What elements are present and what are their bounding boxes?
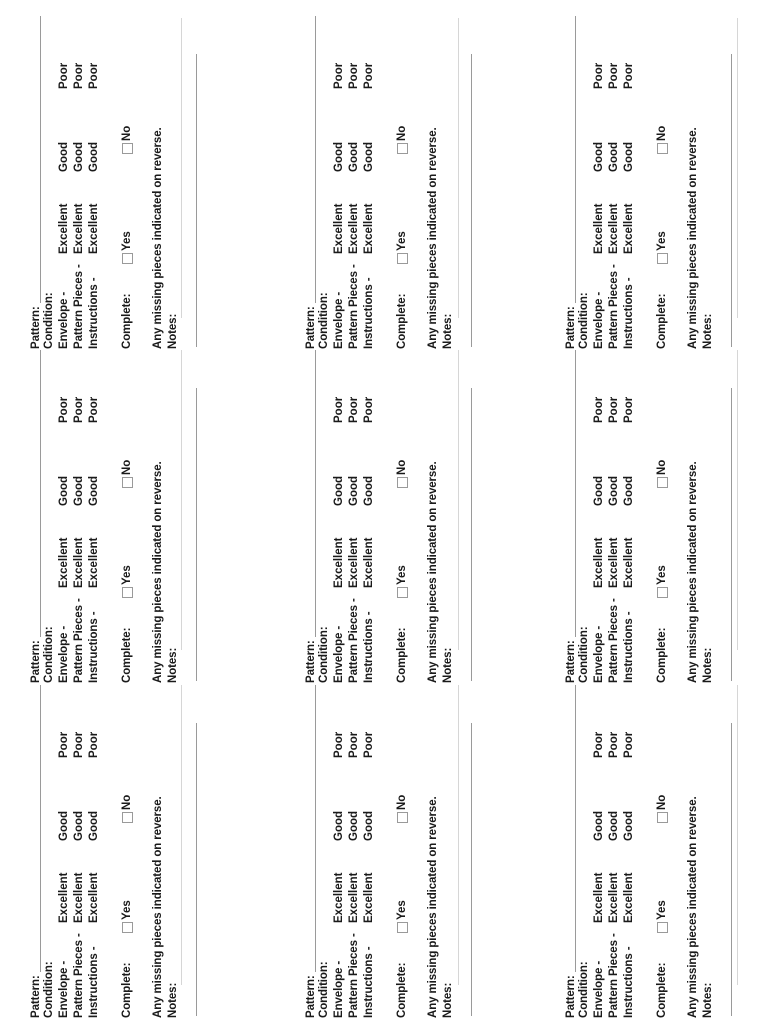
instructions-label: Instructions - [88,946,100,1018]
pattern-label: Pattern: [305,640,317,683]
complete-no-checkbox[interactable] [657,477,668,488]
pattern-pieces-poor: Poor [608,731,620,758]
envelope-poor: Poor [58,62,70,89]
pattern-pieces-excellent: Excellent [73,872,85,923]
instructions-good: Good [623,810,635,841]
instructions-good: Good [623,141,635,172]
complete-no-checkbox[interactable] [397,812,408,823]
instructions-poor: Poor [88,731,100,758]
pattern-pieces-excellent: Excellent [348,872,360,923]
envelope-label: Envelope - [58,625,70,683]
notes-label: Notes: [442,313,454,349]
pattern-pieces-label: Pattern Pieces - [608,264,620,349]
envelope-poor: Poor [593,396,605,423]
complete-yes-checkbox[interactable] [122,253,133,264]
envelope-poor: Poor [333,731,345,758]
envelope-poor: Poor [593,62,605,89]
complete-no-label: No [121,459,133,475]
complete-no-label: No [121,125,133,141]
instructions-label: Instructions - [88,611,100,683]
complete-no-checkbox[interactable] [122,477,133,488]
instructions-poor: Poor [363,396,375,423]
pattern-pieces-excellent: Excellent [608,203,620,254]
envelope-excellent: Excellent [58,537,70,588]
notes-label: Notes: [167,313,179,349]
instructions-good: Good [623,475,635,506]
pattern-label: Pattern: [305,975,317,1018]
instructions-excellent: Excellent [88,872,100,923]
envelope-good: Good [593,475,605,506]
pattern-line [40,16,41,303]
condition-label: Condition: [318,626,330,683]
complete-label: Complete: [121,627,133,683]
notes-label: Notes: [167,982,179,1018]
instructions-poor: Poor [363,62,375,89]
instructions-poor: Poor [88,62,100,89]
notes-line [471,54,472,347]
condition-label: Condition: [43,961,55,1018]
complete-yes-checkbox[interactable] [657,922,668,933]
condition-label: Condition: [43,292,55,349]
pattern-pieces-label: Pattern Pieces - [608,598,620,683]
condition-label: Condition: [43,626,55,683]
instructions-label: Instructions - [623,611,635,683]
pattern-pieces-label: Pattern Pieces - [73,264,85,349]
complete-yes-label: Yes [656,900,668,920]
card-divider [458,685,459,985]
pattern-line [315,350,316,637]
complete-no-label: No [656,794,668,810]
envelope-good: Good [333,141,345,172]
complete-yes-checkbox[interactable] [657,253,668,264]
missing-pieces-note: Any missing pieces indicated on reverse. [687,796,699,1018]
instructions-good: Good [88,475,100,506]
pattern-pieces-good: Good [73,141,85,172]
envelope-excellent: Excellent [593,872,605,923]
complete-no-checkbox[interactable] [122,143,133,154]
condition-label: Condition: [318,292,330,349]
pattern-pieces-excellent: Excellent [348,203,360,254]
notes-line [731,388,732,681]
complete-no-checkbox[interactable] [397,143,408,154]
pattern-pieces-poor: Poor [348,396,360,423]
pattern-pieces-excellent: Excellent [608,872,620,923]
complete-no-label: No [396,794,408,810]
pattern-line [40,685,41,972]
card-divider [458,18,459,318]
complete-yes-checkbox[interactable] [397,922,408,933]
envelope-excellent: Excellent [333,872,345,923]
condition-label: Condition: [318,961,330,1018]
pattern-line [315,16,316,303]
instructions-excellent: Excellent [623,872,635,923]
envelope-poor: Poor [58,731,70,758]
envelope-label: Envelope - [333,291,345,349]
envelope-excellent: Excellent [58,203,70,254]
pattern-line [315,685,316,972]
pattern-pieces-good: Good [348,810,360,841]
complete-yes-label: Yes [396,565,408,585]
pattern-pieces-good: Good [608,810,620,841]
instructions-excellent: Excellent [363,203,375,254]
complete-label: Complete: [396,293,408,349]
pattern-pieces-label: Pattern Pieces - [348,264,360,349]
card-divider [181,685,182,985]
notes-label: Notes: [442,982,454,1018]
condition-label: Condition: [578,961,590,1018]
notes-label: Notes: [442,647,454,683]
complete-no-label: No [656,125,668,141]
complete-yes-checkbox[interactable] [122,587,133,598]
pattern-pieces-good: Good [73,810,85,841]
complete-yes-checkbox[interactable] [122,922,133,933]
notes-label: Notes: [702,982,714,1018]
instructions-good: Good [363,475,375,506]
envelope-label: Envelope - [593,960,605,1018]
pattern-pieces-label: Pattern Pieces - [73,933,85,1018]
complete-yes-checkbox[interactable] [397,587,408,598]
instructions-good: Good [363,141,375,172]
notes-line [196,388,197,681]
envelope-poor: Poor [58,396,70,423]
missing-pieces-note: Any missing pieces indicated on reverse. [687,461,699,683]
complete-label: Complete: [656,962,668,1018]
instructions-excellent: Excellent [623,537,635,588]
instructions-good: Good [88,141,100,172]
notes-label: Notes: [702,313,714,349]
complete-yes-label: Yes [396,231,408,251]
complete-yes-label: Yes [656,231,668,251]
pattern-label: Pattern: [30,975,42,1018]
instructions-label: Instructions - [88,277,100,349]
instructions-poor: Poor [623,396,635,423]
notes-line [471,723,472,1016]
envelope-poor: Poor [333,62,345,89]
notes-line [196,723,197,1016]
pattern-line [575,685,576,972]
instructions-excellent: Excellent [363,872,375,923]
envelope-good: Good [593,141,605,172]
complete-label: Complete: [656,293,668,349]
instructions-excellent: Excellent [88,537,100,588]
envelope-poor: Poor [593,731,605,758]
envelope-label: Envelope - [593,625,605,683]
pattern-label: Pattern: [565,640,577,683]
instructions-poor: Poor [363,731,375,758]
instructions-label: Instructions - [363,277,375,349]
envelope-label: Envelope - [333,960,345,1018]
notes-line [731,723,732,1016]
notes-label: Notes: [167,647,179,683]
pattern-pieces-poor: Poor [348,731,360,758]
missing-pieces-note: Any missing pieces indicated on reverse. [427,127,439,349]
card-divider [458,350,459,650]
complete-no-checkbox[interactable] [657,812,668,823]
envelope-excellent: Excellent [593,203,605,254]
envelope-good: Good [58,141,70,172]
complete-yes-checkbox[interactable] [397,253,408,264]
complete-yes-label: Yes [121,565,133,585]
pattern-pieces-excellent: Excellent [608,537,620,588]
complete-label: Complete: [396,627,408,683]
envelope-good: Good [593,810,605,841]
instructions-good: Good [363,810,375,841]
pattern-pieces-label: Pattern Pieces - [73,598,85,683]
complete-yes-checkbox[interactable] [657,587,668,598]
envelope-excellent: Excellent [333,203,345,254]
complete-label: Complete: [656,627,668,683]
envelope-good: Good [333,810,345,841]
complete-yes-label: Yes [121,900,133,920]
complete-no-label: No [396,459,408,475]
missing-pieces-note: Any missing pieces indicated on reverse. [152,796,164,1018]
envelope-label: Envelope - [58,960,70,1018]
pattern-pieces-label: Pattern Pieces - [348,598,360,683]
missing-pieces-note: Any missing pieces indicated on reverse. [152,127,164,349]
pattern-pieces-poor: Poor [608,62,620,89]
notes-line [196,54,197,347]
instructions-excellent: Excellent [623,203,635,254]
missing-pieces-note: Any missing pieces indicated on reverse. [427,796,439,1018]
pattern-pieces-good: Good [348,141,360,172]
pattern-line [575,350,576,637]
complete-yes-label: Yes [121,231,133,251]
notes-label: Notes: [702,647,714,683]
notes-line [731,54,732,347]
pattern-pieces-good: Good [608,141,620,172]
pattern-pieces-good: Good [348,475,360,506]
missing-pieces-note: Any missing pieces indicated on reverse. [427,461,439,683]
condition-label: Condition: [578,626,590,683]
condition-label: Condition: [578,292,590,349]
instructions-excellent: Excellent [88,203,100,254]
complete-yes-label: Yes [396,900,408,920]
envelope-poor: Poor [333,396,345,423]
complete-no-label: No [656,459,668,475]
envelope-good: Good [333,475,345,506]
pattern-label: Pattern: [565,975,577,1018]
pattern-pieces-excellent: Excellent [73,203,85,254]
pattern-pieces-excellent: Excellent [73,537,85,588]
pattern-pieces-poor: Poor [348,62,360,89]
instructions-poor: Poor [623,62,635,89]
card-divider [737,685,738,985]
complete-label: Complete: [396,962,408,1018]
envelope-excellent: Excellent [593,537,605,588]
card-divider [181,350,182,650]
complete-no-checkbox[interactable] [657,143,668,154]
pattern-pieces-good: Good [73,475,85,506]
complete-no-label: No [396,125,408,141]
envelope-label: Envelope - [333,625,345,683]
missing-pieces-note: Any missing pieces indicated on reverse. [152,461,164,683]
complete-label: Complete: [121,293,133,349]
pattern-pieces-label: Pattern Pieces - [348,933,360,1018]
pattern-pieces-poor: Poor [73,396,85,423]
instructions-poor: Poor [88,396,100,423]
complete-yes-label: Yes [656,565,668,585]
complete-label: Complete: [121,962,133,1018]
pattern-pieces-good: Good [608,475,620,506]
instructions-poor: Poor [623,731,635,758]
complete-no-checkbox[interactable] [397,477,408,488]
pattern-label: Pattern: [305,306,317,349]
complete-no-checkbox[interactable] [122,812,133,823]
card-divider [737,350,738,650]
card-divider [737,18,738,318]
envelope-good: Good [58,475,70,506]
pattern-line [575,16,576,303]
pattern-line [40,350,41,637]
pattern-pieces-poor: Poor [608,396,620,423]
envelope-excellent: Excellent [333,537,345,588]
instructions-good: Good [88,810,100,841]
envelope-label: Envelope - [58,291,70,349]
pattern-pieces-label: Pattern Pieces - [608,933,620,1018]
instructions-label: Instructions - [623,277,635,349]
notes-line [471,388,472,681]
card-divider [181,18,182,318]
instructions-label: Instructions - [363,946,375,1018]
pattern-pieces-poor: Poor [73,62,85,89]
envelope-good: Good [58,810,70,841]
complete-no-label: No [121,794,133,810]
pattern-pieces-excellent: Excellent [348,537,360,588]
envelope-excellent: Excellent [58,872,70,923]
pattern-pieces-poor: Poor [73,731,85,758]
instructions-label: Instructions - [363,611,375,683]
missing-pieces-note: Any missing pieces indicated on reverse. [687,127,699,349]
pattern-label: Pattern: [30,306,42,349]
pattern-label: Pattern: [30,640,42,683]
envelope-label: Envelope - [593,291,605,349]
instructions-label: Instructions - [623,946,635,1018]
pattern-label: Pattern: [565,306,577,349]
instructions-excellent: Excellent [363,537,375,588]
